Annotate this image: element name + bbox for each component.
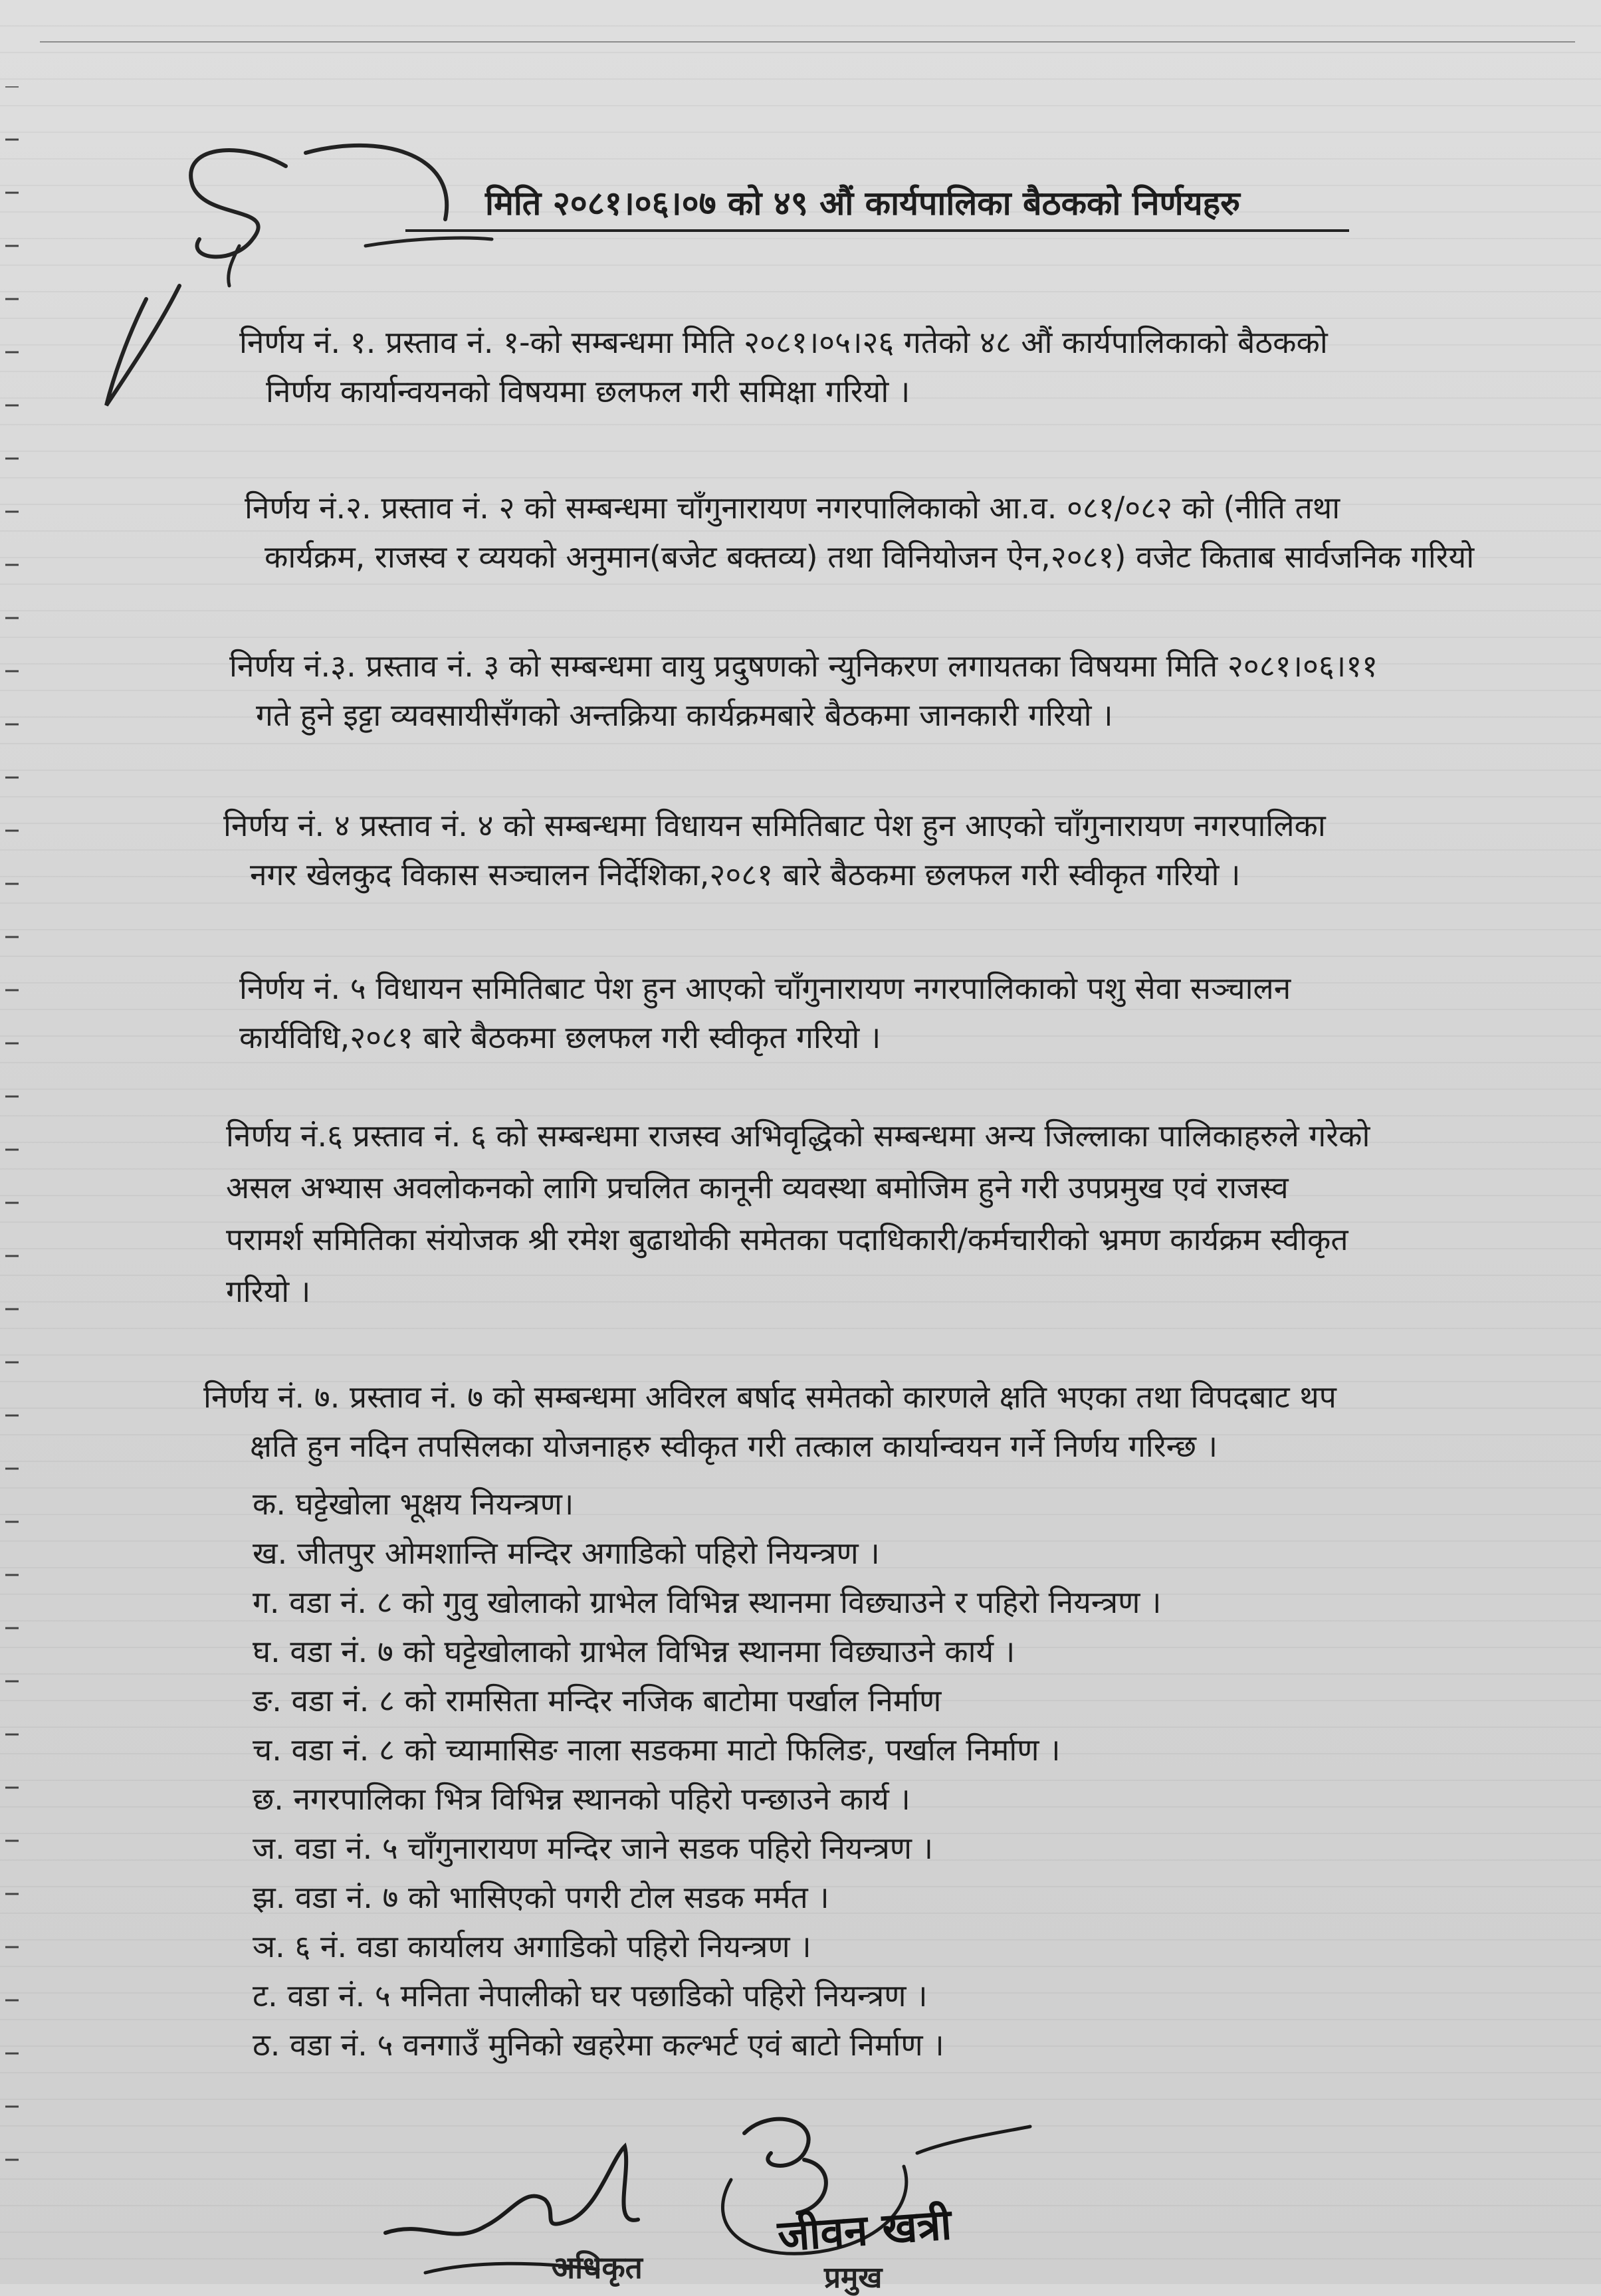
- decision-line: निर्णय नं. ७. प्रस्ताव नं. ७ को सम्बन्धमा अविरल बर्षाद समेतको कारणले क्षति भएका तथा विपदबाट थप: [203, 1379, 1336, 1415]
- list-item: ङ. वडा नं. ८ को रामसिता मन्दिर नजिक बाटोमा पर्खाल निर्माण: [253, 1683, 942, 1719]
- decision-line: निर्णय नं. ४ प्रस्ताव नं. ४ को सम्बन्धमा विधायन समितिबाट पेश हुन आएको चाँगुनारायण नगरपालिका: [223, 807, 1326, 843]
- decision-7-item-list: [253, 1479, 1161, 2069]
- list-item: ट. वडा नं. ५ मनिता नेपालीको घर पछाडिको पहिरो नियन्त्रण ।: [253, 1978, 928, 2014]
- decision-line: निर्णय नं. १. प्रस्ताव नं. १-को सम्बन्धमा मिति २०८१।०५।२६ गतेको ४८ औं कार्यपालिकाको बैठकको: [239, 324, 1328, 360]
- list-item: घ. वडा नं. ७ को घट्टेखोलाको ग्राभेल विभिन्न स्थानमा विछ्याउने कार्य ।: [253, 1633, 1015, 1669]
- decision-line: निर्णय कार्यान्वयनको विषयमा छलफल गरी समिक्षा गरियो ।: [266, 373, 910, 409]
- scan-edge-line: [40, 41, 1575, 43]
- list-item: ग. वडा नं. ८ को गुवु खोलाको ग्राभेल विभिन्न स्थानमा विछ्याउने र पहिरो नियन्त्रण ।: [253, 1584, 1162, 1620]
- list-item: क. घट्टेखोला भूक्षय नियन्त्रण।: [253, 1486, 574, 1522]
- list-item: ठ. वडा नं. ५ वनगाउँ मुनिको खहरेमा कल्भर्ट एवं बाटो निर्माण ।: [253, 2027, 944, 2063]
- decision-line: निर्णय नं.३. प्रस्ताव नं. ३ को सम्बन्धमा वायु प्रदुषणको न्युनिकरण लगायतका विषयमा मिति २०८१।०६।११: [229, 648, 1378, 684]
- decision-line: निर्णय नं. ५ विधायन समितिबाट पेश हुन आएको चाँगुनारायण नगरपालिकाको पशु सेवा सञ्चालन: [239, 970, 1291, 1006]
- decision-line: कार्यक्रम, राजस्व र व्ययको अनुमान(बजेट बक्तव्य) तथा विनियोजन ऐन,२०८१) वजेट किताब सार्वजनिक गरियो: [265, 539, 1475, 575]
- decision-7: [203, 1372, 1336, 1471]
- list-item: ज. वडा नं. ५ चाँगुनारायण मन्दिर जाने सडक पहिरो नियन्त्रण ।: [253, 1830, 934, 1866]
- decision-line: निर्णय नं.२. प्रस्ताव नं. २ को सम्बन्धमा चाँगुनारायण नगरपालिकाको आ.व. ०८१/०८२ को (नीति तथा: [245, 490, 1340, 526]
- title-underline: [405, 229, 1349, 232]
- decision-2: [245, 483, 1474, 581]
- decision-line: गरियो ।: [226, 1273, 311, 1309]
- decision-1: [239, 318, 1328, 416]
- decision-3: [229, 641, 1378, 740]
- decision-line: गते हुने इट्टा व्यवसायीसँगको अन्तक्रिया कार्यक्रमबारे बैठकमा जानकारी गरियो ।: [256, 697, 1113, 733]
- chief-title-stamp: प्रमुख: [824, 2261, 883, 2295]
- list-item: ख. जीतपुर ओमशान्ति मन्दिर अगाडिको पहिरो नियन्त्रण ।: [253, 1535, 880, 1571]
- list-item: छ. नगरपालिका भित्र विभिन्न स्थानको पहिरो पन्छाउने कार्य ।: [253, 1781, 910, 1817]
- decision-5: [239, 964, 1291, 1062]
- decision-line: निर्णय नं.६ प्रस्ताव नं. ६ को सम्बन्धमा राजस्व अभिवृद्धिको सम्बन्धमा अन्य जिल्लाका पालिकाहरुले गरेको: [226, 1118, 1370, 1154]
- decision-line: परामर्श समितिका संयोजक श्री रमेश बुढाथोकी समेतका पदाधिकारी/कर्मचारीको भ्रमण कार्यक्रम स्वीकृत: [226, 1221, 1348, 1257]
- decision-line: कार्यविधि,२०८१ बारे बैठकमा छलफल गरी स्वीकृत गरियो ।: [239, 1019, 881, 1055]
- decision-line: नगर खेलकुद विकास सञ्चालन निर्देशिका,२०८१ बारे बैठकमा छलफल गरी स्वीकृत गरियो ।: [250, 857, 1241, 892]
- decision-6: [226, 1110, 1370, 1317]
- list-item: झ. वडा नं. ७ को भासिएको पगरी टोल सडक मर्मत ।: [253, 1879, 829, 1915]
- list-item: ञ. ६ नं. वडा कार्यालय अगाडिको पहिरो नियन्त्रण ।: [253, 1929, 811, 1964]
- decision-line: असल अभ्यास अवलोकनको लागि प्रचलित कानूनी व्यवस्था बमोजिम हुने गरी उपप्रमुख एवं राजस्व: [226, 1170, 1289, 1205]
- decision-4: [223, 801, 1326, 899]
- page-title: मिति २०८१।०६।०७ को ४९ औं कार्यपालिका बैठकको निर्णयहरु: [485, 184, 1241, 223]
- officer-designation: अधिकृत: [552, 2249, 643, 2285]
- chief-name-stamp: जीवन खत्री: [776, 2200, 954, 2262]
- left-margin-ticks: [0, 86, 27, 2246]
- decision-line: क्षति हुन नदिन तपसिलका योजनाहरु स्वीकृत गरी तत्काल कार्यान्वयन गर्ने निर्णय गरिन्छ ।: [250, 1428, 1218, 1464]
- list-item: च. वडा नं. ८ को च्यामासिङ नाला सडकमा माटो फिलिङ, पर्खाल निर्माण ।: [253, 1732, 1061, 1768]
